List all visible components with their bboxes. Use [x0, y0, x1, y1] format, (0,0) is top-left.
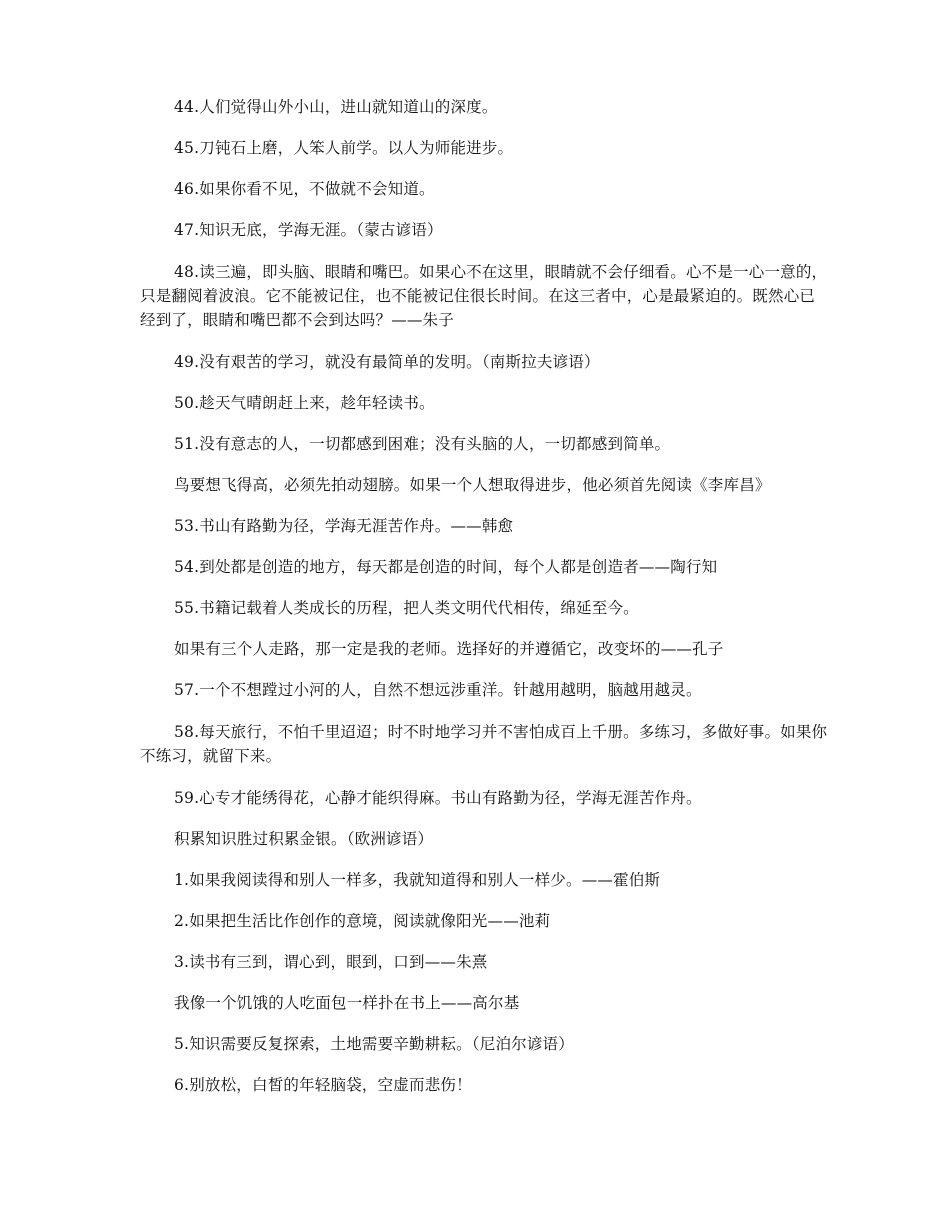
paragraph-59: 59.心专才能绣得花，心静才能织得麻。书山有路勤为径，学海无涯苦作舟。: [174, 789, 702, 807]
paragraph-51: 51.没有意志的人，一切都感到困难；没有头脑的人，一切都感到简单。: [174, 435, 671, 453]
paragraph-47: 47.知识无底，学海无涯。（蒙古谚语）: [174, 221, 443, 239]
paragraph-58: 58.每天旅行，不怕千里迢迢；时不时地学习并不害怕成百上千册。多练习，多做好事。如果你不练习，就留下来。: [140, 723, 828, 765]
paragraph-49: 49.没有艰苦的学习，就没有最简单的发明。（南斯拉夫谚语）: [174, 353, 600, 371]
paragraph-three-people: 如果有三个人走路，那一定是我的老师。选择好的并遵循它，改变坏的——孔子: [174, 640, 724, 658]
paragraph-57: 57.一个不想蹚过小河的人，自然不想远涉重洋。针越用越明，脑越用越灵。: [174, 681, 702, 699]
paragraph-2: 2.如果把生活比作创作的意境，阅读就像阳光——池莉: [174, 912, 551, 930]
paragraph-knowledge: 积累知识胜过积累金银。（欧洲谚语）: [174, 830, 434, 848]
paragraph-48: 48.读三遍，即头脑、眼睛和嘴巴。如果心不在这里，眼睛就不会仔细看。心不是一心一意的，只是翻阅着波浪。它不能被记住，也不能被记住很长时间。在这三者中，心是最紧迫的。既然心已经到了，眼睛和嘴巴都不会到达吗？——朱子: [140, 263, 828, 329]
paragraph-55: 55.书籍记载着人类成长的历程，把人类文明代代相传，绵延至今。: [174, 599, 639, 617]
paragraph-50: 50.趁天气晴朗赶上来，趁年轻读书。: [174, 394, 435, 412]
paragraph-46: 46.如果你看不见，不做就不会知道。: [174, 180, 435, 198]
paragraph-53: 53.书山有路勤为径，学海无涯苦作舟。——韩愈: [174, 517, 514, 535]
paragraph-44: 44.人们觉得山外小山，进山就知道山的深度。: [174, 98, 498, 116]
paragraph-54: 54.到处都是创造的地方，每天都是创造的时间，每个人都是创造者——陶行知: [174, 558, 718, 576]
paragraph-bird: 鸟要想飞得高，必须先拍动翅膀。如果一个人想取得进步，他必须首先阅读《李库昌》: [174, 476, 771, 494]
paragraph-3: 3.读书有三到，谓心到，眼到，口到——朱熹: [174, 953, 488, 971]
paragraph-6: 6.别放松，白皙的年轻脑袋，空虚而悲伤！: [174, 1076, 472, 1094]
paragraph-gorky: 我像一个饥饿的人吃面包一样扑在书上——高尔基: [174, 994, 520, 1012]
paragraph-1: 1.如果我阅读得和别人一样多，我就知道得和别人一样少。——霍伯斯: [174, 871, 661, 889]
paragraph-5: 5.知识需要反复探索，土地需要辛勤耕耘。（尼泊尔谚语）: [174, 1035, 574, 1053]
paragraph-45: 45.刀钝石上磨，人笨人前学。以人为师能进步。: [174, 139, 514, 157]
document-body: [140, 96, 830, 1115]
